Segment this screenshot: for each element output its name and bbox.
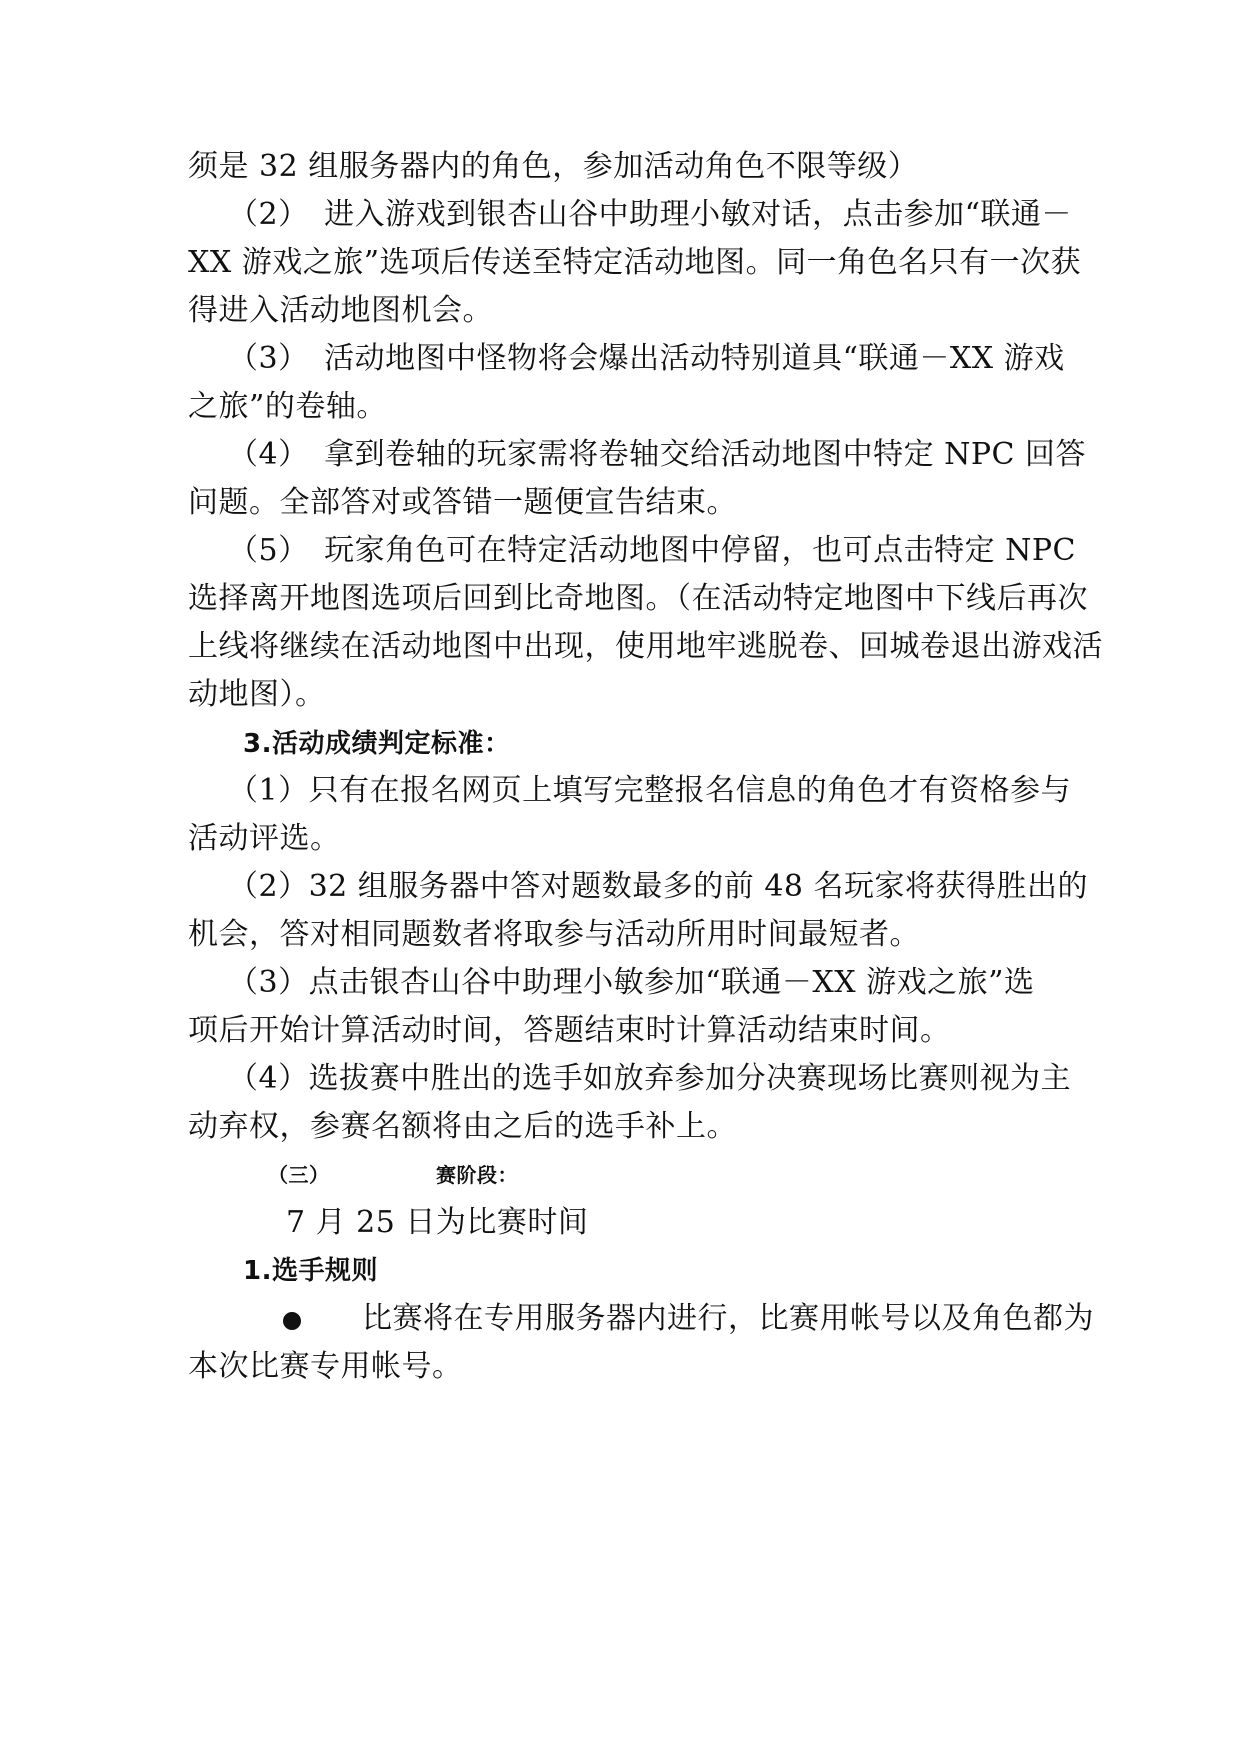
paragraph-line: （5） 玩家角色可在特定活动地图中停留，也可点击特定 NPC [228, 533, 1077, 568]
section-heading: 3.活动成绩判定标准： [243, 729, 511, 759]
paragraph-line: （3） 活动地图中怪物将会爆出活动特别道具“联通－XX 游戏 [228, 341, 1065, 376]
section-title: 赛阶段： [436, 1163, 518, 1187]
bullet-icon [283, 1312, 301, 1330]
paragraph-line: 须是 32 组服务器内的角色，参加活动角色不限等级） [188, 149, 919, 184]
paragraph-line: 机会，答对相同题数者将取参与活动所用时间最短者。 [188, 917, 920, 952]
paragraph-line: （3）点击银杏山谷中助理小敏参加“联通－XX 游戏之旅”选 [228, 965, 1035, 1000]
paragraph-line: 活动评选。 [188, 821, 341, 856]
paragraph-line: 动地图）。 [188, 677, 326, 712]
paragraph-line: 项后开始计算活动时间，答题结束时计算活动结束时间。 [188, 1013, 951, 1048]
paragraph-line: 之旅”的卷轴。 [188, 389, 387, 424]
paragraph-line: （2） 进入游戏到银杏山谷中助理小敏对话，点击参加“联通－ [228, 197, 1072, 232]
paragraph-line: 动弃权，参赛名额将由之后的选手补上。 [188, 1109, 737, 1144]
paragraph-line: （4）选拔赛中胜出的选手如放弃参加分决赛现场比赛则视为主 [228, 1061, 1072, 1096]
paragraph-line: （4） 拿到卷轴的玩家需将卷轴交给活动地图中特定 NPC 回答 [228, 437, 1087, 472]
paragraph-line: 选择离开地图选项后回到比奇地图。（在活动特定地图中下线后再次 [188, 581, 1088, 616]
paragraph-line: （1）只有在报名网页上填写完整报名信息的角色才有资格参与 [228, 773, 1072, 808]
date-line: 7 月 25 日为比赛时间 [286, 1205, 589, 1240]
paragraph-line: 上线将继续在活动地图中出现，使用地牢逃脱卷、回城卷退出游戏活 [188, 629, 1103, 664]
paragraph-line: （2）32 组服务器中答对题数最多的前 48 名玩家将获得胜出的 [228, 869, 1089, 904]
section-number: （三） [268, 1163, 330, 1187]
paragraph-line: 本次比赛专用帐号。 [188, 1349, 463, 1384]
paragraph-line: 比赛将在专用服务器内进行，比赛用帐号以及角色都为 [362, 1301, 1094, 1336]
paragraph-line: 问题。全部答对或答错一题便宣告结束。 [188, 485, 737, 520]
paragraph-line: 得进入活动地图机会。 [188, 293, 493, 328]
paragraph-line: XX 游戏之旅”选项后传送至特定活动地图。同一角色名只有一次获 [188, 245, 1082, 280]
subsection-heading: 1.选手规则 [243, 1256, 378, 1286]
